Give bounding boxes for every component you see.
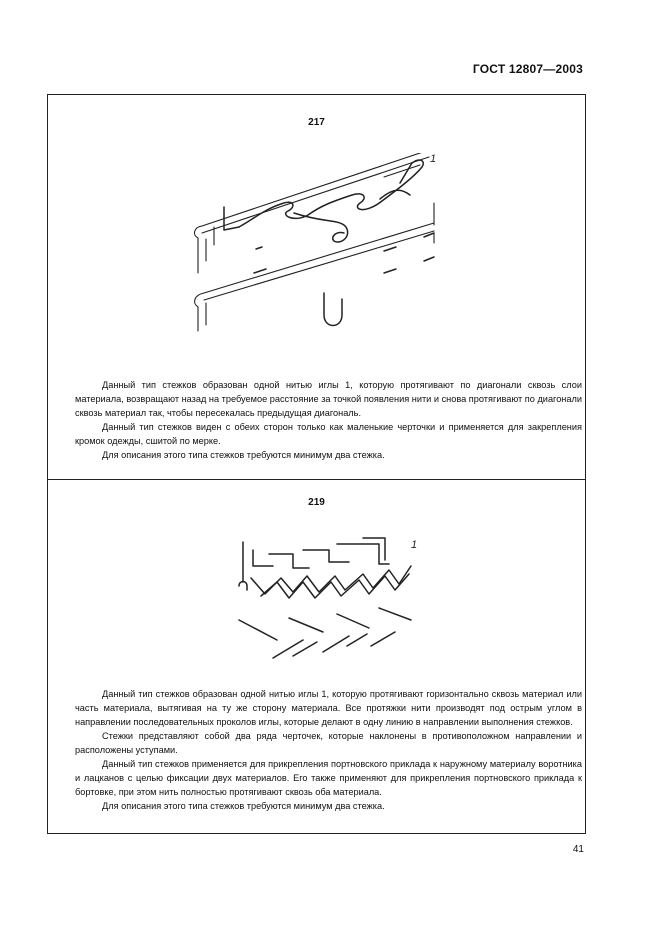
paragraph: Данный тип стежков применяется для прикрепления портновского приклада к наружному материалу воротника и лацканов с целью фиксации двух материалов. Его также применяют для прикрепления портновского приклада к бортовке, при этом нить полностью протягивают сквозь оба материала. (75, 759, 582, 797)
figure-number: 219 (308, 497, 325, 508)
stitch-219-description (75, 687, 582, 813)
paragraph: Для описания этого типа стежков требуются минимум два стежка. (102, 450, 385, 460)
paragraph: Данный тип стежков образован одной нитью иглы 1, которую протягивают горизонтально сквозь материал или часть материала, вытягивая на ту же сторону материала. Все протяжки нити производят под острым углом в направлении последовательных проколов иглы, которые делают в одну линию в направлении выполнения стежков. (75, 689, 582, 727)
stitch-section-219 (47, 479, 586, 834)
document-code: ГОСТ 12807—2003 (472, 62, 583, 76)
paragraph: Данный тип стежков виден с обеих сторон только как маленькие черточки и применяется для закрепления кромок одежды, сшитой по мерке. (75, 422, 582, 446)
stitch-219-illustration (233, 536, 433, 666)
paragraph: Стежки представляют собой два ряда черточек, которые наклонены в противоположном направлении и расположены уступами. (75, 731, 582, 755)
paragraph: Для описания этого типа стежков требуются минимум два стежка. (102, 801, 385, 811)
page-number: 41 (572, 844, 584, 855)
stitch-217-illustration (184, 153, 454, 343)
stitch-217-description (75, 378, 582, 462)
figure-number: 217 (308, 117, 325, 128)
paragraph: Данный тип стежков образован одной нитью иглы 1, которую протягивают по диагонали сквозь слои материала, возвращают назад на требуемое расстояние за точкой появления нити и снова протягивают по диагонали сквозь материал так, чтобы пересекалась предыдущая диагональ. (75, 380, 582, 418)
figure-label: 1 (411, 539, 418, 551)
figure-label: 1 (430, 153, 437, 165)
stitch-section-217 (47, 94, 586, 480)
